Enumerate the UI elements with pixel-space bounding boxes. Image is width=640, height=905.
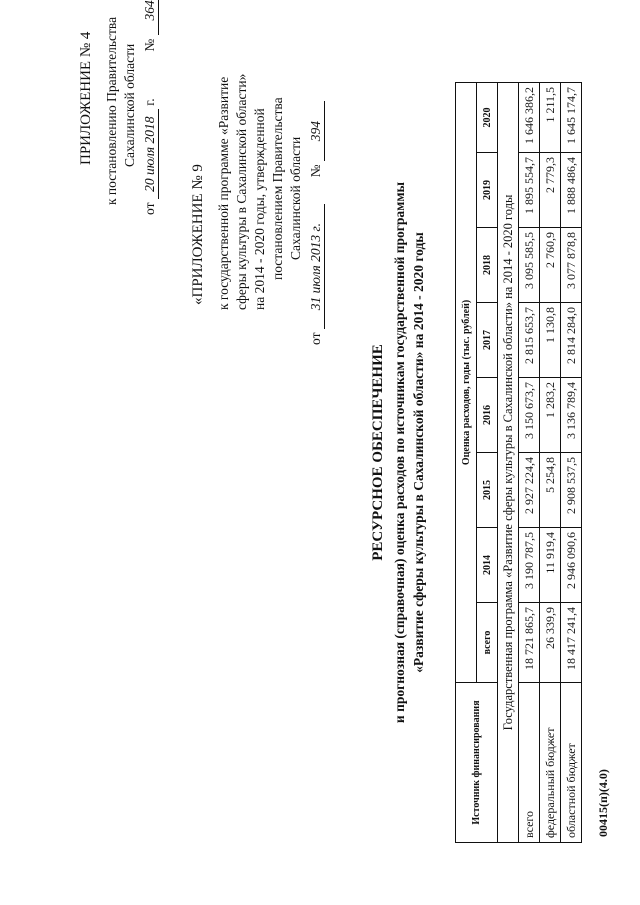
- value-cell: 2 815 653,7: [519, 303, 540, 378]
- source-cell: областной бюджет: [561, 683, 582, 843]
- value-cell: 1 895 554,7: [519, 153, 540, 228]
- value-cell: 1 645 174,7: [561, 82, 582, 152]
- value-cell: 2 908 537,5: [561, 453, 582, 528]
- year-suffix: г.: [142, 98, 157, 106]
- source-cell: всего: [519, 683, 540, 843]
- value-cell: 1 283,2: [540, 378, 561, 453]
- appendix-line-1: к постановлению Правительства: [104, 16, 119, 205]
- appendix9-line-4: постановлением Правительства: [270, 97, 285, 280]
- appendix9-line-5: Сахалинской области: [288, 136, 303, 260]
- appendix9-date-line: [308, 101, 325, 345]
- value-cell: 2 779,3: [540, 153, 561, 228]
- year-header: 2015: [477, 453, 498, 528]
- year-header: 2014: [477, 528, 498, 603]
- appendix-title: ПРИЛОЖЕНИЕ № 4: [78, 31, 94, 165]
- value-cell: 5 254,8: [540, 453, 561, 528]
- column-header-source: Источник финансирования: [456, 683, 498, 843]
- value-cell: 3 095 585,5: [519, 228, 540, 303]
- appendix9-title: «ПРИЛОЖЕНИЕ № 9: [190, 164, 206, 305]
- year-header: всего: [477, 603, 498, 683]
- table-row: [561, 82, 582, 842]
- resources-table: [455, 82, 582, 843]
- footer-code: 00415(п)(4.0): [596, 769, 610, 837]
- value-cell: 26 339,9: [540, 603, 561, 683]
- appendix9-line-3: на 2014 - 2020 годы, утвержденной: [252, 108, 267, 310]
- appendix-date-line: [142, 0, 159, 215]
- program-title-cell: Государственная программа «Развитие сферы культуры в Сахалинской области» на 2014 - 2020 годы: [498, 82, 519, 842]
- number-value-9: 394: [308, 101, 325, 161]
- value-cell: 1 130,8: [540, 303, 561, 378]
- document-subtitle-1: и прогнозная (справочная) оценка расходов по источникам государственной программы: [392, 181, 407, 724]
- value-cell: 3 190 787,5: [519, 528, 540, 603]
- document-title: РЕСУРСНОЕ ОБЕСПЕЧЕНИЕ: [370, 344, 386, 561]
- value-cell: 11 919,4: [540, 528, 561, 603]
- value-cell: 3 077 878,8: [561, 228, 582, 303]
- value-cell: 1 211,5: [540, 82, 561, 152]
- year-header: 2018: [477, 228, 498, 303]
- number-value: 364: [142, 0, 159, 35]
- table-row: [540, 82, 561, 842]
- appendix9-line-1: к государственной программе «Развитие: [216, 76, 231, 310]
- table-row: [519, 82, 540, 842]
- date-value: 20 июля 2018: [142, 109, 159, 199]
- appendix9-line-2: сферы культуры в Сахалинской области»: [234, 73, 249, 310]
- value-cell: 18 417 241,4: [561, 603, 582, 683]
- number-prefix: №: [142, 38, 157, 52]
- value-cell: 3 136 789,4: [561, 378, 582, 453]
- from-prefix: от: [142, 202, 157, 215]
- table-header-row: [456, 82, 477, 842]
- year-header: 2020: [477, 82, 498, 152]
- year-header: 2019: [477, 153, 498, 228]
- number-prefix-9: №: [308, 164, 323, 178]
- from-prefix-9: от: [308, 332, 323, 345]
- appendix-line-2: Сахалинской области: [122, 43, 137, 167]
- value-cell: 2 946 090,6: [561, 528, 582, 603]
- value-cell: 1 888 486,4: [561, 153, 582, 228]
- value-cell: 2 760,9: [540, 228, 561, 303]
- value-cell: 2 814 284,0: [561, 303, 582, 378]
- year-header: 2016: [477, 378, 498, 453]
- value-cell: 18 721 865,7: [519, 603, 540, 683]
- value-cell: 3 150 673,7: [519, 378, 540, 453]
- column-group-header: Оценка расходов, годы (тыс. рублей): [456, 82, 477, 682]
- value-cell: 2 927 224,4: [519, 453, 540, 528]
- program-row: [498, 82, 519, 842]
- value-cell: 1 646 386,2: [519, 82, 540, 152]
- document-subtitle-2: «Развитие сферы культуры в Сахалинской области» на 2014 - 2020 годы: [411, 232, 426, 673]
- source-cell: федеральный бюджет: [540, 683, 561, 843]
- date-value-9: 31 июля 2013 г.: [308, 204, 325, 329]
- year-header: 2017: [477, 303, 498, 378]
